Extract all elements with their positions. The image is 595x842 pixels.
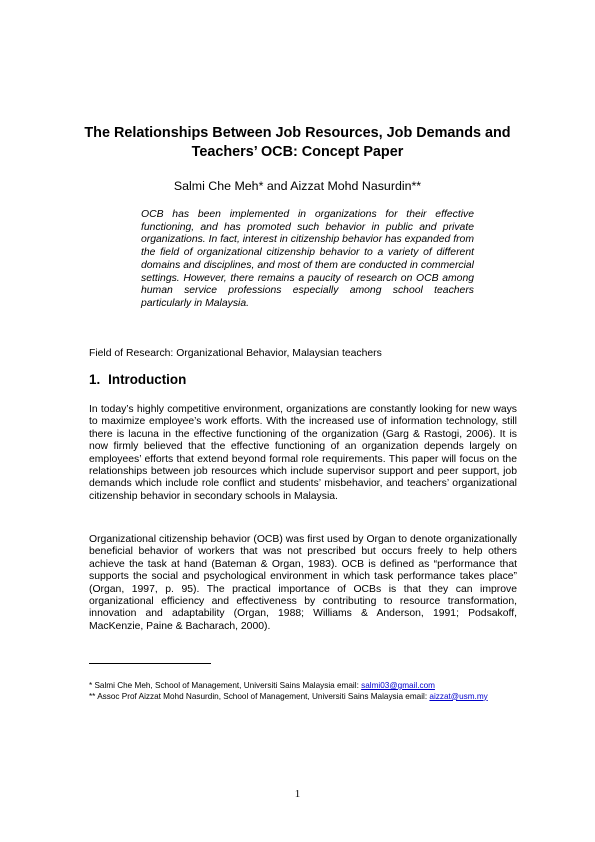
abstract: OCB has been implemented in organizations for their effective functioning, and has promoted such behavior in public and private organizations. In fact, interest in citizenship behavior has expanded from the field of organizational citizenship behavior to a variety of different domains and disciplines, and most of them are conducted in commercial settings. However, there remains a paucity of research on OCB among human service professions especially among school teachers particularly in Malaysia. xyxy=(141,209,474,309)
author-line: Salmi Che Meh* and Aizzat Mohd Nasurdin** xyxy=(173,179,422,193)
section-title: Introduction xyxy=(108,372,187,387)
footnote-text: ** Assoc Prof Aizzat Mohd Nasurdin, School of Management, Universiti Sains Malaysia email: xyxy=(89,691,430,701)
body-paragraph: Organizational citizenship behavior (OCB) was first used by Organ to denote organizationally beneficial behavior of workers that was not prescribed but occurs freely to help others achieve the task at hand (Bateman & Organ, 1983). OCB is defined as “performance that supports the social and psychological environment in which task performance takes place” (Organ, 1997, p. 95). The practical importance of OCBs is that they can improve organizational efficiency and effectiveness by contributing to resource transformation, innovation and adaptability (Organ, 1988; Williams & Anderson, 1991; Podsakoff, MacKenzie, Paine & Bacharach, 2000). xyxy=(89,534,517,632)
footnote-first-author xyxy=(89,681,517,692)
section-number: 1. xyxy=(89,372,101,387)
email-link-aizzat[interactable]: aizzat@usm.my xyxy=(429,691,488,701)
section-heading-introduction xyxy=(89,372,509,388)
footnote-separator xyxy=(89,663,211,664)
body-paragraph: In today’s highly competitive environment, organizations are constantly looking for new ways to maximize employee’s work efforts. With the increased use of information technology, still there is lacuna in the effective functioning of the organization (Garg & Rastogi, 2006). It is now firmly believed that the effective functioning of an organization depends largely on employees’ efforts that extend beyond formal role requirements. This paper will focus on the relationships between job resources which include supervisor support and peer support, job demands which include role conflict and students’ misbehavior, and teachers’ organizational citizenship behavior in secondary schools in Malaysia. xyxy=(89,404,517,502)
footnotes xyxy=(89,681,517,702)
footnote-text: * Salmi Che Meh, School of Management, Universiti Sains Malaysia email: xyxy=(89,681,362,690)
paper-title: The Relationships Between Job Resources, Job Demands and Teachers’ OCB: Concept Paper xyxy=(84,125,511,160)
email-link-salmi[interactable]: salmi03@gmail.com xyxy=(361,681,435,690)
page-number: 1 xyxy=(294,788,301,800)
field-of-research: Field of Research: Organizational Behavior, Malaysian teachers xyxy=(89,348,382,359)
footnote-second-author xyxy=(89,692,517,703)
